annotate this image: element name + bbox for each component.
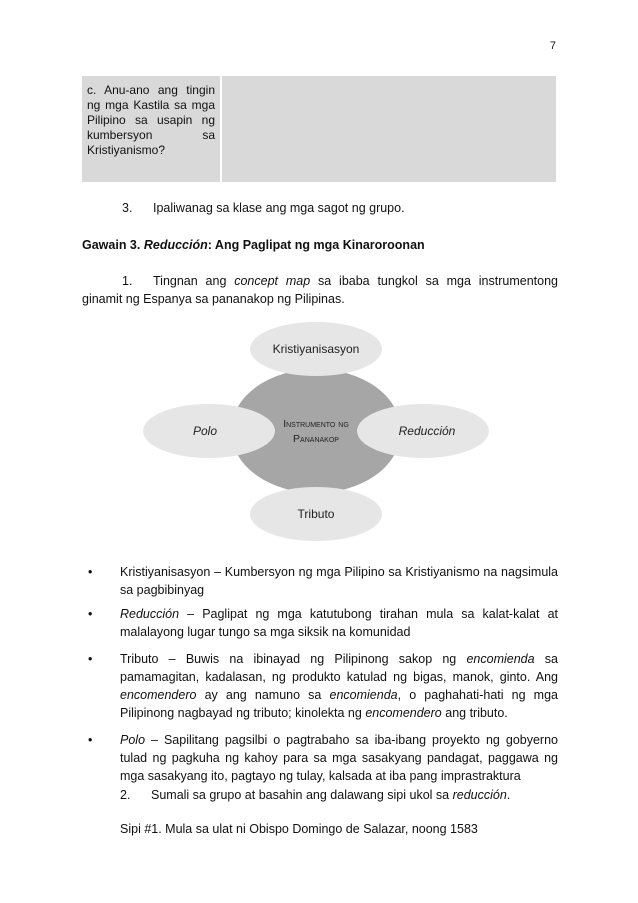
bullet-text: – Paglipat ng mga katutubong tirahan mula sa kalat-kalat at malalayong lugar tungo sa mga siksik na komunidad xyxy=(120,607,558,639)
step-text: Tingnan ang xyxy=(153,274,235,288)
bullet-term: Kristiyanisasyon xyxy=(120,565,211,579)
bullet-text: sa pamamagitan, kadalasan, ng produkto katulad ng bigas, manok, ginto. Ang xyxy=(120,652,558,684)
bullet-italic: encomendero xyxy=(120,688,197,702)
bullet-italic: encomienda xyxy=(466,652,535,666)
bullet-term: Reducción xyxy=(120,607,180,621)
node-top-label: Kristiyanisasyon xyxy=(272,342,360,356)
sipi-title: Sipi #1. Mula sa ulat ni Obispo Domingo de Salazar, noong 1583 xyxy=(120,822,478,836)
node-bottom-label: Tributo xyxy=(297,507,335,521)
center-label-2: Pananakop xyxy=(293,433,339,445)
bullet-text: – Kumbersyon ng mga Pilipino sa Kristiyanismo na nagsimula sa pagbibinyag xyxy=(120,565,558,597)
question-cell: c. Anu-ano ang tingin ng mga Kastila sa mga Pilipino sa usapin ng kumbersyon sa Kristiyanismo? xyxy=(82,76,220,182)
step-italic: concept map xyxy=(234,274,311,288)
bullet-tributo xyxy=(82,650,558,722)
node-right-label: Reducción xyxy=(398,424,456,438)
step-text-cont: sa ibaba tungkol sa mga instrumentong ginamit ng Espanya sa pananakop ng Pilipinas. xyxy=(82,274,558,306)
heading-rest: : Ang Paglipat ng mga Kinaroroonan xyxy=(207,238,425,252)
step-number: 2. xyxy=(120,788,131,802)
step-2 xyxy=(82,786,558,804)
node-left-label: Polo xyxy=(192,424,218,438)
bullet-text: ang tributo. xyxy=(441,706,508,720)
bullet-dot: • xyxy=(88,565,93,579)
bullet-text: ay ang namuno sa xyxy=(196,688,330,702)
bullet-text: – Sapilitang pagsilbi o pagtrabaho sa iba-ibang proyekto ng gobyerno tulad ng pagkuha ng kahoy para sa mga sasakyang pandagat, paggawa ng mga sasakyang ito, pagtayo ng tulay, kalsada at iba pang imprastraktura xyxy=(120,733,558,783)
bullet-polo xyxy=(82,731,558,785)
bullet-dot: • xyxy=(88,652,93,666)
bullet-italic: encomienda xyxy=(329,688,398,702)
bullet-italic: encomendero xyxy=(365,706,442,720)
center-label-1: Instrumento ng xyxy=(283,418,349,430)
step-text: Ipaliwanag sa klase ang mga sagot ng grupo. xyxy=(153,201,405,215)
step-text: Sumali sa grupo at basahin ang dalawang sipi ukol sa xyxy=(151,788,453,802)
bullet-kristiyanisasyon xyxy=(82,563,558,599)
bullet-term: Polo xyxy=(120,733,146,747)
bullet-text: , o paghahati-hati ng mga Pilipinong nagbayad ng tributo; kinolekta ng xyxy=(120,688,558,720)
bullet-reduccion xyxy=(82,605,558,641)
step-number: 1. xyxy=(122,274,133,288)
heading-prefix: Gawain 3. xyxy=(82,238,141,252)
step-number: 3. xyxy=(122,201,133,215)
bullet-dot: • xyxy=(88,733,93,747)
step-text-cont: . xyxy=(506,788,511,802)
bullet-dot: • xyxy=(88,607,93,621)
heading-italic-term: Reducción xyxy=(143,238,208,252)
page-number: 7 xyxy=(549,40,556,52)
bullet-term: Tributo xyxy=(120,652,159,666)
bullet-text: – Buwis na ibinayad ng Pilipinong sakop ng xyxy=(158,652,467,666)
step-italic: reducción xyxy=(452,788,507,802)
